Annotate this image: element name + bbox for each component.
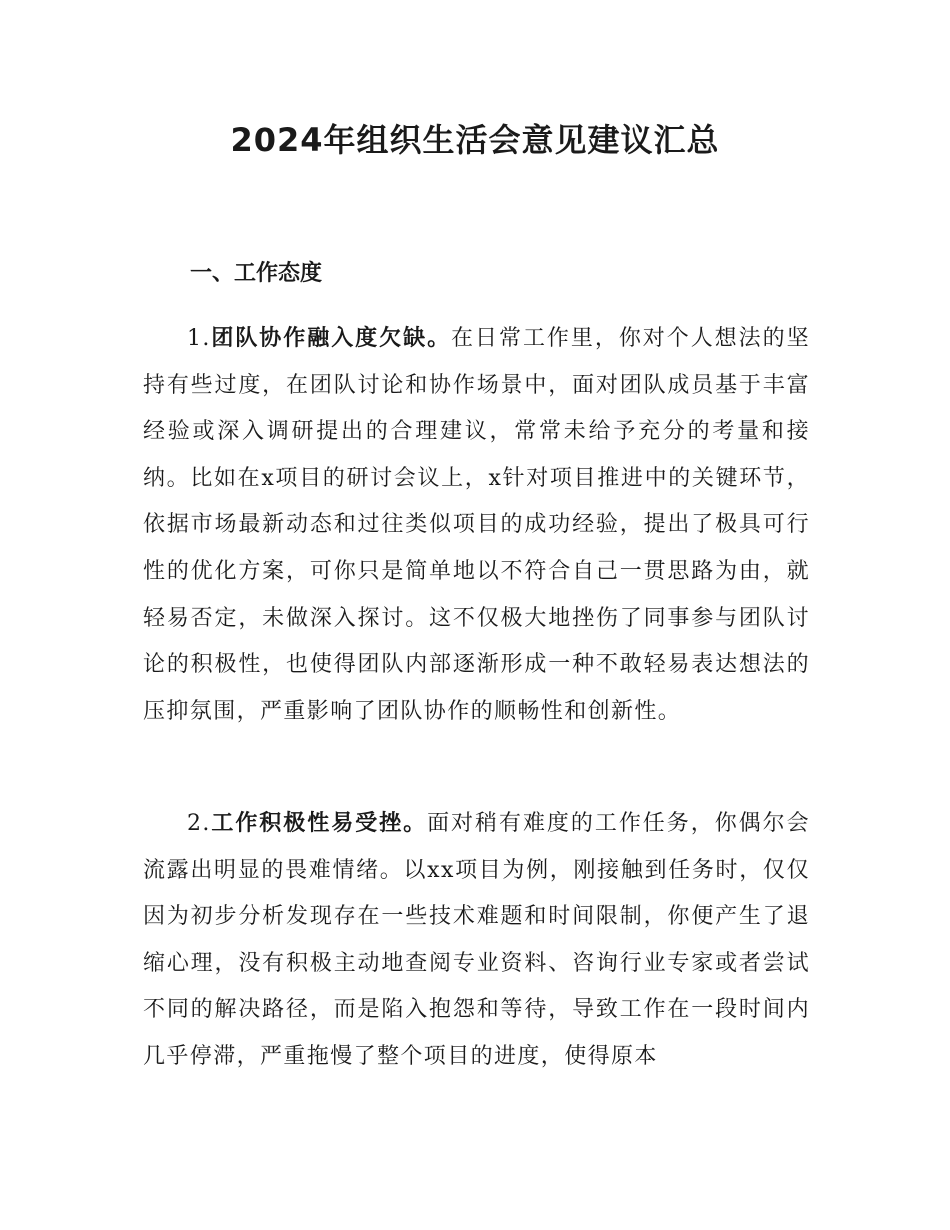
document-title: 2024年组织生活会意见建议汇总 (230, 121, 720, 159)
paragraph-item-1 (143, 316, 810, 735)
item-number: 1. (187, 326, 211, 351)
item-body-text: 面对稍有难度的工作任务，你偶尔会流露出明显的畏难情绪。以xx项目为例，刚接触到任务时，仅仅因为初步分析发现存在一些技术难题和时间限制，你便产生了退缩心理，没有积极主动地查阅专业资料、咨询行业专家或者尝试不同的解决路径，而是陷入抱怨和等待，导致工作在一段时间内几乎停滞，严重拖慢了整个项目的进度，使得原本 (143, 811, 810, 1069)
item-body-text: 在日常工作里，你对个人想法的坚持有些过度，在团队讨论和协作场景中，面对团队成员基于丰富经验或深入调研提出的合理建议，常常未给予充分的考量和接纳。比如在x项目的研讨会议上，x针对项目推进中的关键环节，依据市场最新动态和过往类似项目的成功经验，提出了极具可行性的优化方案，可你只是简单地以不符合自己一贯思路为由，就轻易否定，未做深入探讨。这不仅极大地挫伤了同事参与团队讨论的积极性，也使得团队内部逐渐形成一种不敢轻易表达想法的压抑氛围，严重影响了团队协作的顺畅性和创新性。 (143, 326, 810, 724)
paragraph-item-2 (143, 801, 810, 1081)
item-number: 2. (187, 811, 211, 836)
item-lead-heading: 工作积极性易受挫。 (210, 811, 428, 836)
item-lead-heading: 团队协作融入度欠缺。 (210, 326, 452, 351)
section-heading-work-attitude: 一、工作态度 (190, 261, 323, 286)
